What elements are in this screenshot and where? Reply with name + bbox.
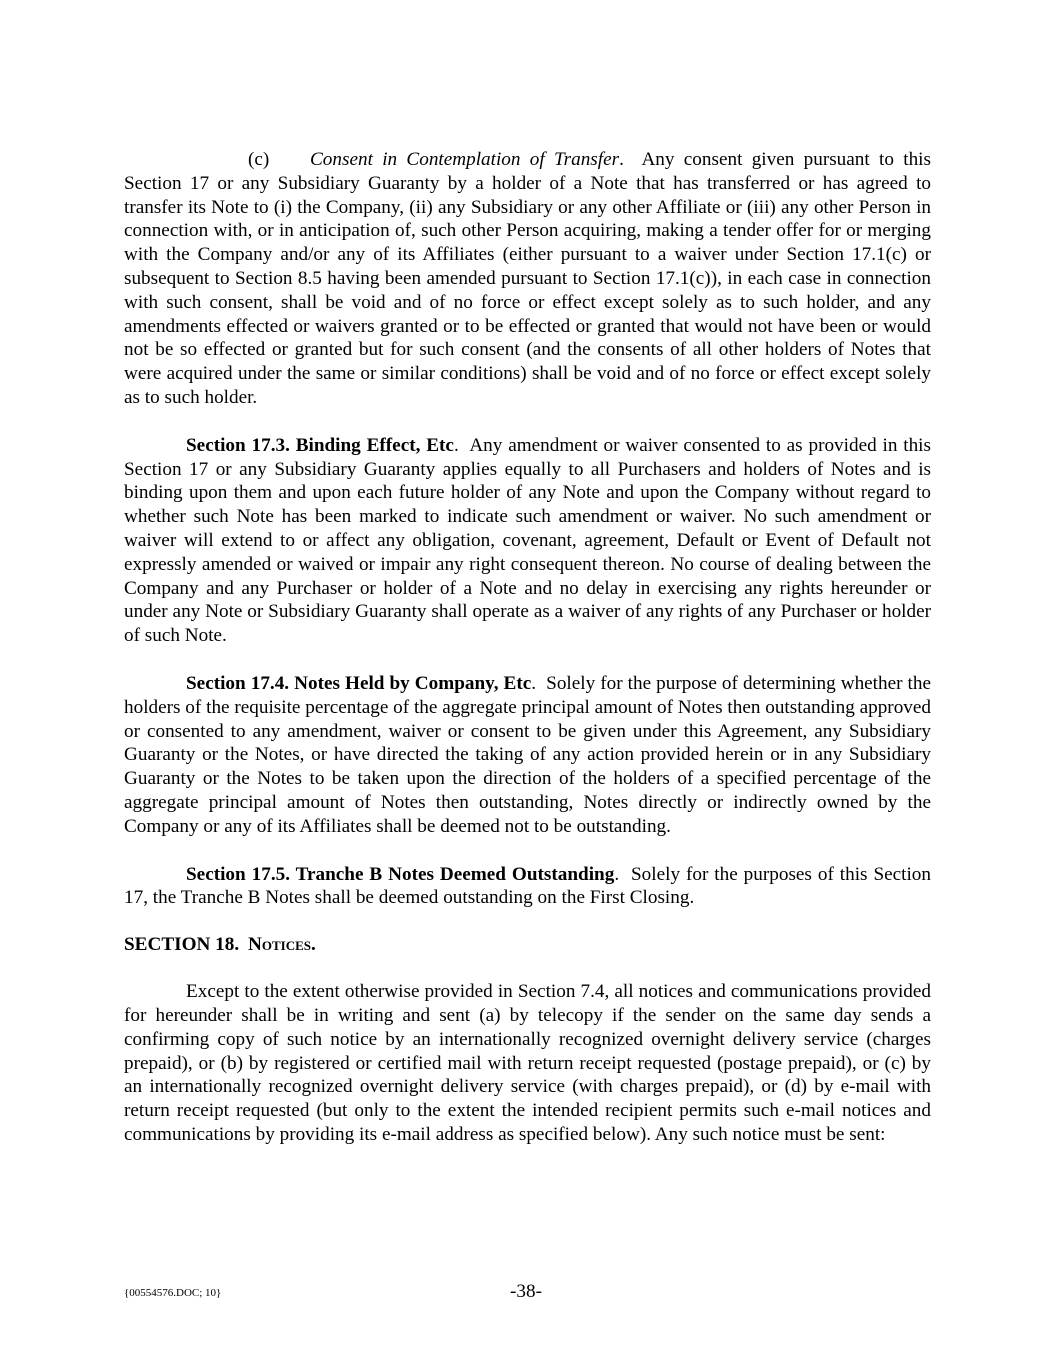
paragraph-17-1-c: (c) Consent in Contemplation of Transfer. Any consent given pursuant to this Section 17 or any Subsidiary Guaranty by a holder of a Note that has transferred or has agreed to transfer its Note to (i) the Company, (ii) any Subsidiary or any other Affiliate or (iii) any other Person in connection with, or in anticipation of, such other Person acquiring, making a tender offer for or merging with the Company and/or any of its Affiliates (either pursuant to a waiver under Section 17.1(c) or subsequent to Section 8.5 having been amended pursuant to Section 17.1(c)), in each case in connection with such consent, shall be void and of no force or effect except solely as to such holder, and any amendments effected or waivers granted or to be effected or granted that would not have been or would not be so effected or granted but for such consent (and the consents of all other holders of Notes that were acquired under the same or similar conditions) shall be void and of no force or effect except solely as to such holder. — [124, 149, 931, 408]
paragraph-17-3: Section 17.3. Binding Effect, Etc. Any amendment or waiver consented to as provided in this Section 17 or any Subsidiary Guaranty applies equally to all Purchasers and holders of Notes and is binding upon them and upon each future holder of any Note and upon the Company without regard to whether such Note has been marked to indicate such amendment or waiver. No such amendment or waiver will extend to or affect any obligation, covenant, agreement, Default or Event of Default not expressly amended or waived or impair any right consequent thereon. No course of dealing between the Company and any Purchaser or holder of a Note and no delay in exercising any rights hereunder or under any Note or Subsidiary Guaranty shall operate as a waiver of any rights of any Purchaser or holder of such Note. — [124, 434, 931, 647]
subsection-label: (c) — [248, 149, 270, 170]
page-number: -38- — [510, 1281, 542, 1302]
paragraph-17-5: Section 17.5. Tranche B Notes Deemed Outstanding. Solely for the purposes of this Section 17, the Tranche B Notes shall be deemed outstanding on the First Closing. — [124, 863, 931, 909]
section-title: Notices. — [248, 934, 316, 956]
section-heading: Section 17.3. Binding Effect, Etc — [186, 434, 454, 456]
subsection-text: Any consent given pursuant to this Section 17 or any Subsidiary Guaranty by a holder of a Note that has transferred or has agreed to transfer its Note to (i) the Company, (ii) any Subsidiary or any other Affiliate or (iii) any other Person in connection with, or in anticipation of, such other Person acquiring, making a tender offer for or merging with the Company and/or any of its Affiliates (either pursuant to a waiver under Section 17.1(c) or subsequent to Section 8.5 having been amended pursuant to Section 17.1(c)), in each case in connection with such consent, shall be void and of no force or effect except solely as to such holder, and any amendments effected or waivers granted or to be effected or granted that would not have been or would not be so effected or granted but for such consent (and the consents of all other holders of Notes that were acquired under the same or similar conditions) shall be void and of no force or effect except solely as to such holder. — [124, 149, 931, 408]
paragraph-17-4: Section 17.4. Notes Held by Company, Etc. Solely for the purpose of determining whether the holders of the requisite percentage of the aggregate principal amount of Notes then outstanding approved or consented to any amendment, waiver or consent to be given under this Agreement, any Subsidiary Guaranty or the Notes, or have directed the taking of any action provided herein or in any Subsidiary Guaranty or the Notes to be taken upon the direction of the holders of a specified percentage of the aggregate principal amount of Notes then outstanding, Notes directly or indirectly owned by the Company or any of its Affiliates shall be deemed not to be outstanding. — [124, 672, 931, 837]
paragraph-18 — [124, 980, 931, 1147]
section-number: SECTION 18. — [124, 934, 240, 956]
subsection-title: Consent in Contemplation of Transfer — [310, 149, 620, 170]
document-reference: {00554576.DOC; 10} — [124, 1287, 222, 1299]
document-page — [124, 148, 931, 1147]
section-text: Solely for the purpose of determining whether the holders of the requisite percentage of the aggregate principal amount of Notes then outstanding approved or consented to any amendment, waiver or consent to be given under this Agreement, any Subsidiary Guaranty or the Notes, or have directed the taking of any action provided herein or in any Subsidiary Guaranty or the Notes to be taken upon the direction of the holders of a specified percentage of the aggregate principal amount of Notes then outstanding, Notes directly or indirectly owned by the Company or any of its Affiliates shall be deemed not to be outstanding. — [124, 672, 931, 837]
section-heading: Section 17.4. Notes Held by Company, Etc — [186, 672, 532, 694]
section-text: Except to the extent otherwise provided in Section 7.4, all notices and communications provided for hereunder shall be in writing and sent (a) by telecopy if the sender on the same day sends a confirming copy of such notice by an internationally recognized overnight delivery service (charges prepaid), or (b) by registered or certified mail with return receipt requested (postage prepaid), or (c) by an internationally recognized overnight delivery service (with charges prepaid), or (d) by e-mail with return receipt requested (but only to the extent the intended recipient permits such e-mail notices and communications by providing its e-mail address as specified below). Any such notice must be sent: — [124, 981, 931, 1145]
section-heading: Section 17.5. Tranche B Notes Deemed Outstanding — [186, 863, 615, 885]
section-18-heading — [124, 934, 931, 956]
section-text: Any amendment or waiver consented to as provided in this Section 17 or any Subsidiary Guaranty applies equally to all Purchasers and holders of Notes and is binding upon them and upon each future holder of any Note and upon the Company without regard to whether such Note has been marked to indicate such amendment or waiver. No such amendment or waiver will extend to or affect any obligation, covenant, agreement, Default or Event of Default not expressly amended or waived or impair any right consequent thereon. No course of dealing between the Company and any Purchaser or holder of a Note and no delay in exercising any rights hereunder or under any Note or Subsidiary Guaranty shall operate as a waiver of any rights of any Purchaser or holder of such Note. — [124, 434, 931, 647]
section-text: Solely for the purposes of this Section 17, the Tranche B Notes shall be deemed outstanding on the First Closing. — [124, 863, 931, 909]
